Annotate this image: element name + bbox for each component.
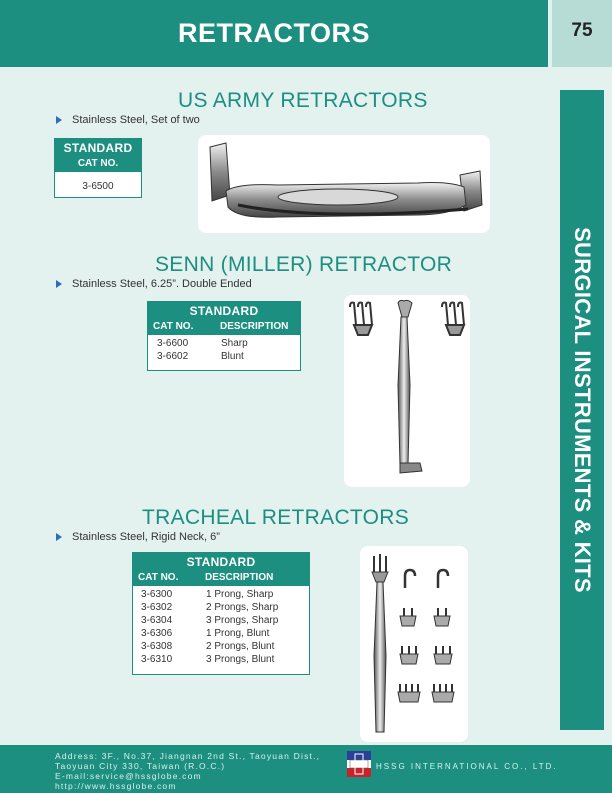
table-columns [148,320,300,335]
table-columns [133,571,309,586]
cell-cat-no: 3-6602 [157,351,189,362]
cell-cat-no: 3-6304 [141,615,173,626]
cell-cat-no: 3-6500 [82,181,114,192]
page-number-box [552,0,612,67]
col-cat-no: CAT NO. [138,572,179,583]
address-line: Taoyuan City 330, Taiwan (R.O.C.) [55,761,226,771]
category-sidebar [560,90,604,730]
table-columns [55,157,141,172]
cell-description: 1 Prong, Blunt [206,628,270,639]
table-row [133,653,309,666]
cell-cat-no: 3-6302 [141,602,173,613]
section-title-tracheal: TRACHEAL RETRACTORS [142,506,410,529]
table-tracheal [132,552,310,675]
hssg-logo-icon [347,751,371,777]
section-title-senn: SENN (MILLER) RETRACTOR [155,253,453,276]
table-row [148,335,300,350]
cell-description: Sharp [221,338,248,349]
tracheal-retractors-image [360,546,468,742]
cell-description: 2 Prongs, Blunt [206,641,275,652]
bullet-arrow-icon [56,116,62,124]
page-number: 75 [571,20,593,41]
category-label: SURGICAL INSTRUMENTS & KITS [570,227,595,593]
table-header [55,139,141,172]
website-line: http://www.hssglobe.com [55,781,177,791]
table-row [133,640,309,653]
table-row [133,614,309,627]
header-bar [0,0,548,67]
cell-cat-no: 3-6306 [141,628,173,639]
bullet-arrow-icon [56,533,62,541]
cell-cat-no: 3-6308 [141,641,173,652]
cell-description: 1 Prong, Sharp [206,589,274,600]
table-senn [147,301,301,371]
us-army-retractors-image [198,135,490,233]
company-name: HSSG INTERNATIONAL CO., LTD. [376,762,558,771]
col-cat-no: CAT NO. [153,321,194,332]
table-header [133,553,309,586]
address-line: Address: 3F., No.37, Jiangnan 2nd St., Taoyuan Dist., [55,751,321,761]
bullet-senn: Stainless Steel, 6.25”. Double Ended [56,278,252,290]
footer-address [55,751,320,791]
table-us-army [54,138,142,198]
table-heading: STANDARD [63,141,133,155]
page-title: RETRACTORS [177,18,370,48]
cell-description: 2 Prongs, Sharp [206,602,279,613]
bullet-us-army: Stainless Steel, Set of two [56,114,200,126]
table-row [148,350,300,363]
cell-cat-no: 3-6310 [141,654,173,665]
table-row [55,172,141,193]
col-description: DESCRIPTION [205,572,274,583]
section-title-us-army: US ARMY RETRACTORS [178,89,428,112]
cell-cat-no: 3-6300 [141,589,173,600]
table-row [133,586,309,601]
table-row [133,601,309,614]
col-description: DESCRIPTION [220,321,289,332]
cell-description: 3 Prongs, Sharp [206,615,279,626]
email-line: E-mail:service@hssglobe.com [55,771,202,781]
senn-retractor-image [344,295,470,487]
table-row [133,627,309,640]
col-cat-no: CAT NO. [77,158,119,169]
bullet-tracheal: Stainless Steel, Rigid Neck, 6” [56,531,220,543]
bullet-arrow-icon [56,280,62,288]
cell-description: Blunt [221,351,244,362]
cell-description: 3 Prongs, Blunt [206,654,275,665]
cell-cat-no: 3-6600 [157,338,189,349]
table-heading: STANDARD [189,304,259,318]
table-header [148,302,300,335]
table-heading: STANDARD [186,555,256,569]
